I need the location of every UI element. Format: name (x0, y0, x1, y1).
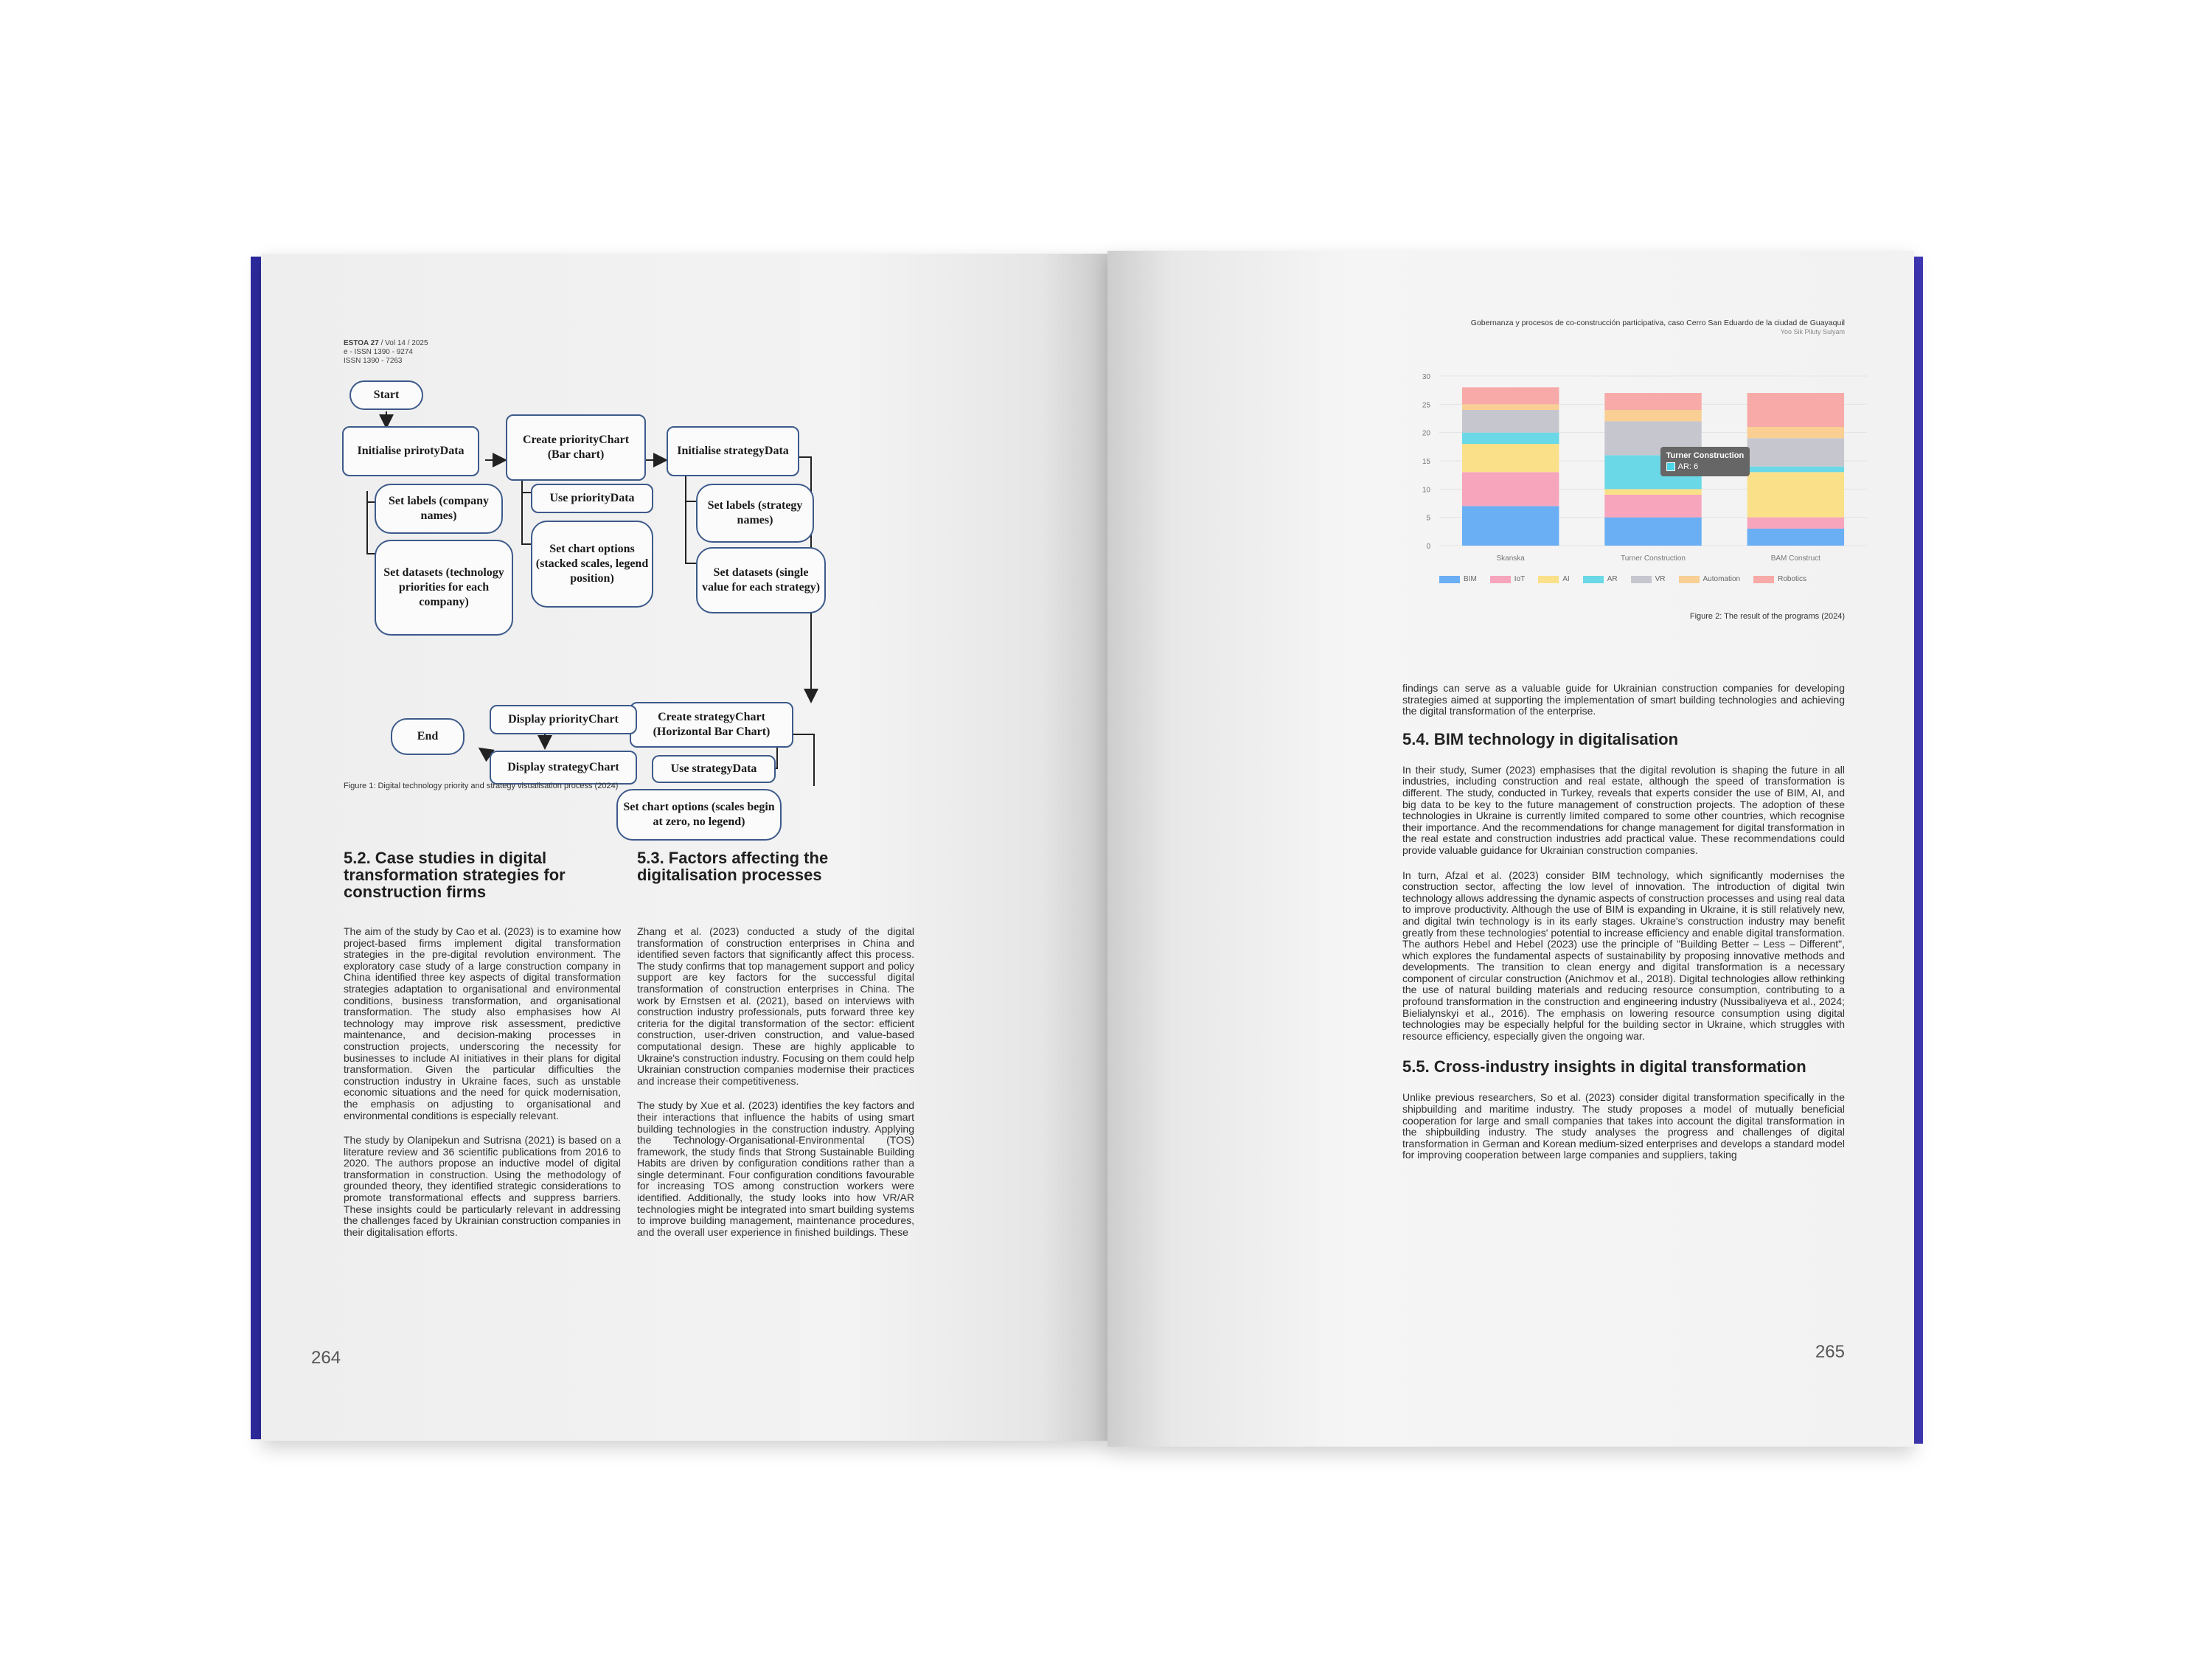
bar-segment (1462, 444, 1559, 472)
page-number-left: 264 (311, 1348, 341, 1368)
flowchart-create-strategy-chart: Create strategyChart (Horizontal Bar Chart) (630, 702, 793, 748)
running-header (1329, 319, 1845, 336)
legend-item (1583, 575, 1618, 583)
section-5-4-heading: 5.4. BIM technology in digitalisation (1402, 729, 1679, 748)
legend-item (1753, 575, 1806, 583)
legend-swatch (1753, 576, 1774, 583)
legend-item (1679, 575, 1741, 583)
paragraph: Zhang et al. (2023) conducted a study of the digital transformation of construction enterprises in China and identified seven factors that significantly affect this process. The study confirms that top management support and policy support are key factors for the successful digital transformation of construction enterprises in China. The work by Ernstsen et al. (2021), based on interviews with construction industry professionals, puts forward three key criteria for the digital transformation of the sector: efficient construction, user-driven construction, and value-based computational design. These are highly applicable to Ukraine's construction industry. Focusing on them could help Ukrainian construction companies modernise their practices and increase their competitiveness. (637, 925, 914, 1087)
y-tick-label: 20 (1422, 429, 1430, 438)
chart-plot-area (1402, 369, 1914, 693)
journal-name: ESTOA 27 (344, 339, 379, 347)
chart-legend (1439, 575, 1806, 583)
flowchart-set-datasets-strategy: Set datasets (single value for each strategy) (696, 547, 826, 613)
legend-label: Automation (1703, 575, 1741, 583)
x-tick-label: Turner Construction (1621, 554, 1686, 563)
flowchart-end: End (391, 718, 465, 755)
bar-segment (1604, 489, 1701, 495)
y-tick-label: 15 (1422, 458, 1430, 466)
journal-eissn: e - ISSN 1390 - 9274 (344, 348, 413, 356)
y-tick-label: 5 (1426, 514, 1430, 523)
bar-segment (1462, 506, 1559, 546)
bar-segment (1747, 393, 1844, 427)
chart-tooltip-title: Turner Construction (1666, 451, 1745, 460)
legend-label: AI (1562, 575, 1570, 583)
bar-segment (1747, 438, 1844, 466)
y-tick-label: 30 (1422, 373, 1430, 381)
legend-label: IoT (1514, 575, 1526, 583)
right-text-block (1402, 683, 1845, 1175)
figure-1-caption: Figure 1: Digital technology priority and strategy visualisation process (2024) (344, 782, 619, 790)
legend-swatch (1583, 576, 1604, 583)
legend-label: AR (1607, 575, 1618, 583)
bar-segment (1462, 404, 1559, 410)
section-5-5-heading: 5.5. Cross-industry insights in digital transformation (1402, 1057, 1806, 1077)
legend-swatch (1439, 576, 1460, 583)
bar-segment (1604, 518, 1701, 546)
bar-segment (1747, 529, 1844, 546)
flowchart-set-labels-company: Set labels (company names) (375, 484, 503, 534)
flowchart-set-labels-strategy: Set labels (strategy names) (696, 484, 814, 543)
section-5-2-heading: 5.2. Case studies in digital transformation strategies for construction firms (344, 849, 566, 901)
paragraph: The study by Xue et al. (2023) identifies the key factors and their interactions that influence the habits of using smart building technologies in the construction industry. Applying the Technology-Organisational-Environmental (TOS) framework, the study finds that Strong Sustainable Building Habits are driven by configuration conditions rather than a single determinant. Four configuration conditions favourable for increasing TOS among construction workers were identified. Additionally, the study looks into how VR/AR technologies might be integrated into smart building systems to improve building management, maintenance procedures, and the overall user experience in finished buildings. These (637, 1099, 914, 1238)
bar-segment (1747, 518, 1844, 529)
flowchart-init-strategy: Initialise strategyData (667, 426, 799, 476)
left-column-1 (344, 926, 621, 1251)
flowchart-display-priority-chart: Display priorityChart (490, 705, 637, 734)
legend-swatch (1490, 576, 1511, 583)
flowchart-use-priority-data: Use priorityData (531, 484, 653, 513)
x-tick-label: BAM Construct (1770, 554, 1820, 563)
legend-label: VR (1655, 575, 1666, 583)
legend-item (1439, 575, 1477, 583)
x-tick-label: Skanska (1496, 554, 1525, 563)
flowchart-use-strategy-data: Use strategyData (652, 755, 776, 783)
flowchart-set-datasets-company: Set datasets (technology priorities for each company) (375, 540, 513, 636)
flowchart-create-priority-chart: Create priorityChart (Bar chart) (506, 414, 646, 481)
bar-segment (1462, 387, 1559, 404)
journal-issn: ISSN 1390 - 7263 (344, 357, 403, 365)
paragraph: In their study, Sumer (2023) emphasises that the digital revolution is shaping the future in all industries, including construction and real estate, although the speed of transformation is different. The study, conducted in Turkey, reveals that experts consider the use of BIM, AI, and big data to be key to the future management of construction projects. The adoption of these technologies in Ukraine is currently limited compared to some other countries, which recognise their importance. And the recommendations for change management for digital transformation in the real estate and construction industries add practical value. These recommendations could provide valuable guidance for Ukrainian construction companies. (1402, 763, 1845, 856)
y-tick-label: 10 (1422, 486, 1430, 495)
legend-swatch (1631, 576, 1652, 583)
paragraph: findings can serve as a valuable guide for Ukrainian construction companies for developing strategies aimed at supporting the implementation of smart building technologies and achieving the digital transformation of the enterprise. (1402, 682, 1845, 717)
legend-label: BIM (1464, 575, 1477, 583)
paragraph: The aim of the study by Cao et al. (2023) is to examine how project-based firms implement digital transformation strategies in the pre-digital revolution environment. The exploratory case study of a large construction company in China identified three key aspects of digital transformation strategies adaptation to organisational and environmental conditions, business transformation, and organisational transformation. The study also emphasises how AI technology may improve risk assessment, predictive maintenance, and decision-making processes in construction projects, underscoring the necessity for businesses to include AI initiatives in their plans for digital transformation. Given the particular difficulties the construction industry in Ukraine faces, such as unstable economic situations and the need for quick modernisation, the emphasis on adjusting to organisational and environmental conditions is especially relevant. (344, 925, 621, 1121)
flowchart-set-chart-options-zero: Set chart options (scales begin at zero, no legend) (616, 789, 782, 841)
paragraph: Unlike previous researchers, So et al. (2023) consider digital transformation specifically in the shipbuilding and maritime industry. The study proposes a model of mutually beneficial cooperation for large and small companies that takes into account the digital transformation in the shipbuilding industry. The study analyses the progress and challenges of digital transformation in German and Korean medium-sized enterprises and develops a standard model for improving cooperation between large companies and suppliers, taking (1402, 1091, 1845, 1161)
tooltip-color-swatch (1666, 462, 1675, 471)
flowchart-start: Start (349, 380, 423, 410)
flowchart-display-strategy-chart: Display strategyChart (490, 751, 637, 785)
flowchart (342, 380, 858, 828)
legend-swatch (1538, 576, 1559, 583)
bar-segment (1747, 472, 1844, 517)
chart-tooltip (1660, 447, 1750, 476)
figure-2-caption: Figure 2: The result of the programs (2024) (1689, 612, 1845, 621)
legend-item (1538, 575, 1569, 583)
flowchart-init-priority: Initialise prirotyData (342, 426, 479, 476)
y-tick-label: 0 (1426, 543, 1430, 551)
left-column-2 (637, 926, 914, 1251)
bar-segment (1462, 433, 1559, 444)
bar-segment (1462, 472, 1559, 506)
legend-item (1490, 575, 1525, 583)
bar-segment (1604, 410, 1701, 421)
bar-segment (1747, 427, 1844, 438)
right-page (1107, 251, 1914, 1447)
bar-segment (1604, 393, 1701, 410)
stacked-bar-chart (1402, 369, 1914, 634)
flowchart-set-chart-options-stacked: Set chart options (stacked scales, legend position) (531, 521, 653, 608)
paragraph: In turn, Afzal et al. (2023) consider BIM technology, which significantly modernises the construction sector, affecting the low level of innovation. The introduction of digital twin technology allows addressing the dynamic aspects of construction processes and using real data to improve productivity. Although the use of BIM is expanding in Ukraine, it is still relatively new, and digital twin technology is in its early stages. Ukraine's construction industry may benefit greatly from these technologies' potential to increase efficiency and enable digital transformation. The authors Hebel and Hebel (2023) use the principle of "Building Better – Less – Different", which explores the fundamental aspects of sustainability by proposing innovative methods and developments. The transition to clean energy and digital transformation is a necessary component of circular construction (Anichmov et al., 2018). Digital technologies allow rethinking the use of natural building materials and reducing resource consumption, contributing to a profound transformation in the construction and engineering industry (Nussibaliyeva et al., 2024; Bielialynskyi et al., 2016). The emphasis on lowering resource consumption using digital technologies may be especially helpful for the building sector in Ukraine, which struggles with resource efficiency, especially given the ongoing war. (1402, 869, 1846, 1042)
legend-item (1631, 575, 1666, 583)
journal-header (344, 339, 428, 366)
chart-tooltip-value: AR: 6 (1666, 462, 1745, 473)
bar-segment (1604, 495, 1701, 518)
bar-segment (1462, 410, 1559, 433)
section-5-3-heading: 5.3. Factors affecting the digitalisation processes (637, 849, 829, 884)
paragraph: The study by Olanipekun and Sutrisna (2021) is based on a literature review and 36 scientific publications from 2016 to 2020. The authors propose an inductive model of digital transformation in construction. Using the methodology of grounded theory, they identified strategic considerations to promote transformational effects and suppress barriers. These insights could be particularly relevant in addressing the challenges faced by Ukrainian construction companies in their digitalisation efforts. (344, 1134, 621, 1238)
left-page (261, 254, 1109, 1441)
y-tick-label: 25 (1422, 401, 1430, 410)
legend-swatch (1679, 576, 1700, 583)
page-number-right: 265 (1815, 1342, 1845, 1362)
journal-volume: / Vol 14 / 2025 (378, 339, 428, 347)
legend-label: Robotics (1778, 575, 1806, 583)
running-header-authors: Yoo Sik Piluty Sulyam (1780, 328, 1845, 335)
bar-segment (1747, 467, 1844, 473)
running-header-title: Gobernanza y procesos de co-construcción participativa, caso Cerro San Eduardo de la ciudad de Guayaquil (1470, 319, 1845, 327)
